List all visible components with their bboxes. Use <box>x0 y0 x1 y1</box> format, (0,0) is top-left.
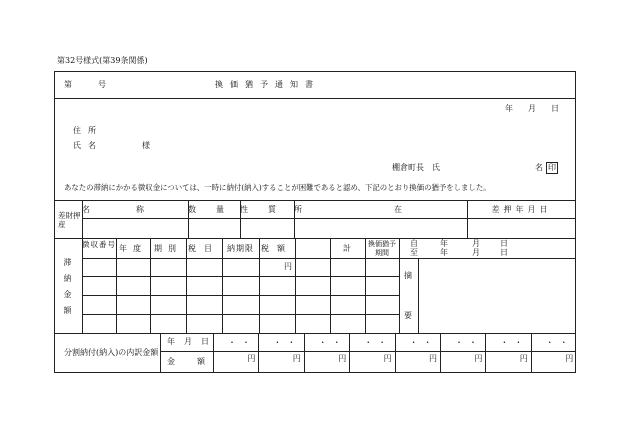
installment-date-cell: ・・ <box>500 338 529 347</box>
arrears-side-label: 滞納金額 <box>63 258 72 322</box>
notice-body-text: あなたの滞納にかかる徴収金については、一時に納付(納入)することが困難であると認め、下記のとおり換価の猶予をしました。 <box>64 183 491 192</box>
remarks-label-1 <box>404 271 412 320</box>
seizure-header-nature: 性質 <box>240 205 296 214</box>
seizure-header-quantity: 数量 <box>188 205 244 214</box>
issuer-name-suffix: 名 <box>535 163 543 172</box>
notice-number-prefix: 第 <box>64 80 72 89</box>
seal-mark: 印 <box>548 163 556 172</box>
header-tax-amount: 税額 <box>261 244 293 253</box>
installment-yen-cell: 円 <box>519 354 528 363</box>
notice-frame <box>54 71 576 373</box>
issuer-suffix: 氏 <box>432 163 440 172</box>
seizure-header-location: 所在 <box>294 205 494 214</box>
installment-yen-cell: 円 <box>474 354 483 363</box>
installment-date-cell: ・・ <box>273 338 302 347</box>
installment-date-cell: ・・ <box>455 338 483 347</box>
installment-yen-cell: 円 <box>429 354 437 363</box>
installment-column-divider <box>485 333 486 373</box>
honorific: 様 <box>142 141 150 150</box>
seizure-header-date: 差押年月日 <box>491 205 552 214</box>
grace-to-month: 月 <box>472 248 480 257</box>
header-collection-number: 徴収番号 <box>82 240 116 249</box>
date-day-label: 日 <box>551 104 559 113</box>
address-label: 住所 <box>73 126 103 135</box>
name-label: 氏名 <box>73 141 103 150</box>
notice-number-suffix: 号 <box>98 80 106 89</box>
seizure-header-name: 名称 <box>82 205 190 214</box>
installment-column-divider <box>304 333 305 373</box>
grace-to-label: 至 <box>410 248 418 257</box>
installment-column-divider <box>531 333 532 373</box>
installment-yen-cell: 円 <box>565 354 574 363</box>
date-month-label: 月 <box>528 104 536 113</box>
header-fiscal-year: 年度 <box>119 244 147 253</box>
grace-from-month: 月 <box>472 239 480 248</box>
header-total: 計 <box>343 244 351 253</box>
installment-column-divider <box>395 333 396 373</box>
installment-label: 分割納付(納入)の内訳金額 <box>64 348 159 357</box>
header-grace-period: 換価猶予期間 <box>368 240 396 257</box>
document-title: 換価猶予通知書 <box>215 80 320 89</box>
grace-to-year: 年 <box>440 248 448 257</box>
grace-from-day: 日 <box>500 239 508 248</box>
seizure-row-label: 差財押産 <box>58 211 81 229</box>
installment-date-cell: ・・ <box>364 338 393 347</box>
date-year-label: 年 <box>505 104 513 113</box>
installment-yen-cell: 円 <box>247 354 256 363</box>
installment-column-divider <box>258 333 259 373</box>
grace-from-label: 自 <box>410 239 418 248</box>
header-period: 期別 <box>154 244 182 253</box>
installment-date-cell: ・・ <box>545 338 574 347</box>
installment-column-divider <box>349 333 350 373</box>
installment-date-label: 年月日 <box>167 337 218 346</box>
installment-yen-cell: 円 <box>292 354 301 363</box>
remarks-char-1: 摘 <box>404 271 412 280</box>
header-tax-item: 税目 <box>188 244 220 253</box>
header-due-date: 納期限 <box>227 244 254 253</box>
tax-amount-yen: 円 <box>284 262 292 271</box>
installment-yen-cell: 円 <box>383 354 392 363</box>
installment-yen-cell: 円 <box>338 354 347 363</box>
form-number: 第32号様式(第39条関係) <box>57 56 148 65</box>
installment-date-cell: ・・ <box>409 338 438 347</box>
installment-column-divider <box>440 333 441 373</box>
grace-from-year: 年 <box>440 239 448 248</box>
installment-date-cell: ・・ <box>318 338 347 347</box>
remarks-char-2: 要 <box>404 311 412 320</box>
installment-amount-label: 金額 <box>167 357 227 366</box>
installment-date-cell: ・・ <box>228 338 256 347</box>
issuer-title: 棚倉町長 <box>392 163 424 172</box>
grace-to-day: 日 <box>500 248 508 257</box>
